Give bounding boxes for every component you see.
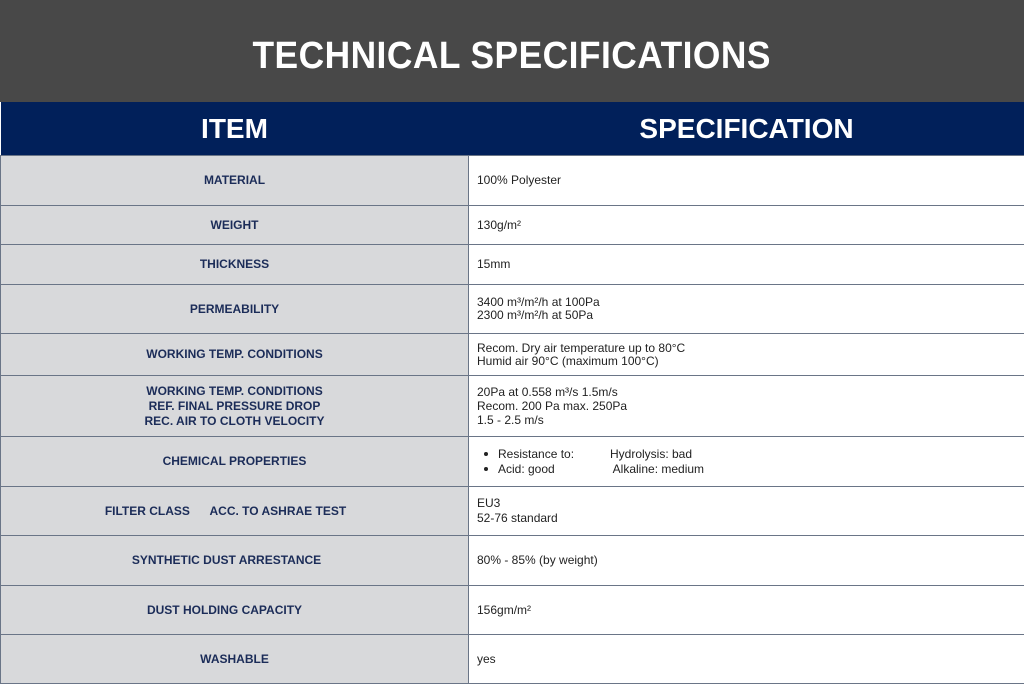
table-row — [1, 334, 1024, 376]
spec-text: Humid air 90°C (maximum 100°C) — [477, 355, 1024, 368]
table-row — [1, 376, 1024, 437]
spec-text: 1.5 - 2.5 m/s — [477, 413, 1024, 427]
bullet-text: Resistance to: — [498, 448, 610, 461]
table-row — [1, 536, 1024, 586]
item-cell — [1, 437, 469, 487]
item-cell — [1, 206, 469, 245]
item-text: THICKNESS — [1, 257, 468, 272]
item-cell — [1, 285, 469, 334]
bullet-list-item — [477, 463, 1024, 476]
title-banner — [0, 0, 1024, 102]
spec-text: 130g/m² — [477, 219, 1024, 232]
spec-text: EU3 — [477, 496, 1024, 511]
item-text: REF. FINAL PRESSURE DROP — [1, 399, 468, 414]
item-cell — [1, 487, 469, 536]
bullet-text: Hydrolysis: bad — [610, 448, 692, 461]
item-text: WASHABLE — [1, 652, 468, 667]
item-cell — [1, 156, 469, 206]
table-row — [1, 206, 1024, 245]
item-text: WORKING TEMP. CONDITIONS — [1, 384, 468, 399]
column-header-item: ITEM — [1, 102, 469, 156]
table-row — [1, 156, 1024, 206]
bullet-icon — [484, 467, 488, 471]
item-text: CHEMICAL PROPERTIES — [1, 454, 468, 469]
table-row — [1, 437, 1024, 487]
item-text: FILTER CLASS ACC. TO ASHRAE TEST — [1, 504, 450, 519]
table-row — [1, 487, 1024, 536]
spec-text: 80% - 85% (by weight) — [477, 554, 1024, 567]
spec-cell — [469, 586, 1024, 635]
item-text: WEIGHT — [1, 218, 468, 233]
bullet-text: Alkaline: medium — [610, 463, 704, 476]
spec-cell — [469, 245, 1024, 285]
item-text: DUST HOLDING CAPACITY — [1, 603, 448, 618]
spec-text: 52-76 standard — [477, 511, 1024, 526]
spec-text: 156gm/m² — [477, 604, 1024, 617]
spec-cell — [469, 635, 1024, 684]
item-text: REC. AIR TO CLOTH VELOCITY — [1, 414, 468, 429]
spec-text: Recom. 200 Pa max. 250Pa — [477, 399, 1024, 413]
bullet-list-item — [477, 448, 1024, 461]
column-header-specification: SPECIFICATION — [469, 102, 1024, 156]
spec-text: 100% Polyester — [477, 174, 1024, 187]
item-cell — [1, 334, 469, 376]
spec-text: 20Pa at 0.558 m³/s 1.5m/s — [477, 385, 1024, 399]
spec-cell — [469, 206, 1024, 245]
item-text: WORKING TEMP. CONDITIONS — [1, 347, 468, 362]
spec-cell — [469, 437, 1024, 487]
spec-cell — [469, 536, 1024, 586]
item-cell — [1, 586, 469, 635]
table-row — [1, 285, 1024, 334]
table-row — [1, 586, 1024, 635]
table-header-row — [1, 102, 1024, 156]
page-title: TECHNICAL SPECIFICATIONS — [253, 25, 771, 78]
item-cell — [1, 245, 469, 285]
spec-cell — [469, 334, 1024, 376]
specifications-table — [0, 102, 1024, 684]
item-cell — [1, 536, 469, 586]
spec-text: yes — [477, 653, 1024, 666]
item-cell — [1, 635, 469, 684]
table-row — [1, 635, 1024, 684]
spec-cell — [469, 285, 1024, 334]
bullet-icon — [484, 452, 488, 456]
table-row — [1, 245, 1024, 285]
item-text: SYNTHETIC DUST ARRESTANCE — [1, 553, 452, 568]
spec-text: 2300 m³/m²/h at 50Pa — [477, 309, 1024, 322]
item-text: MATERIAL — [1, 173, 468, 188]
item-cell — [1, 376, 469, 437]
spec-text: Recom. Dry air temperature up to 80°C — [477, 342, 1024, 355]
spec-text: 15mm — [477, 258, 1024, 271]
spec-cell — [469, 156, 1024, 206]
spec-cell — [469, 487, 1024, 536]
spec-cell — [469, 376, 1024, 437]
bullet-text: Acid: good — [498, 463, 610, 476]
spec-text: 3400 m³/m²/h at 100Pa — [477, 296, 1024, 309]
item-text: PERMEABILITY — [1, 302, 468, 317]
